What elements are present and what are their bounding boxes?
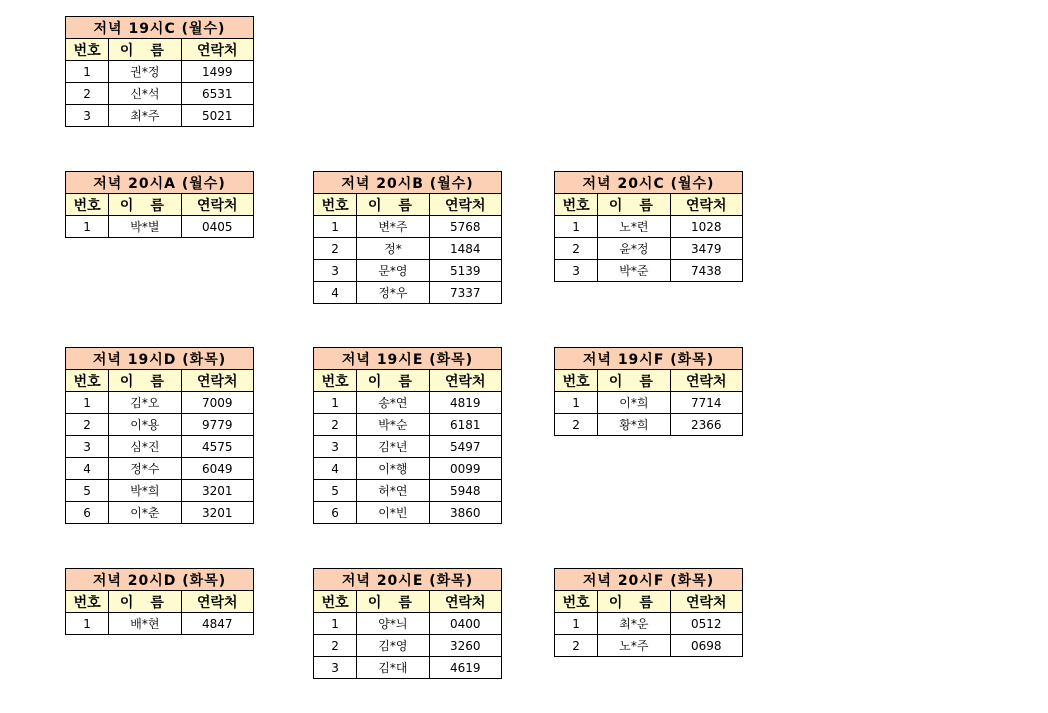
cell-contact: 5021 [181,105,253,127]
table-row [314,282,502,304]
class-table [554,568,743,657]
cell-name: 박*희 [109,480,181,502]
class-table [65,171,254,238]
cell-num: 3 [555,260,598,282]
cell-num: 1 [66,61,109,83]
header-num: 번호 [314,194,357,216]
cell-contact: 3860 [429,502,501,524]
header-name: 이 름 [598,591,670,613]
header-name: 이 름 [109,370,181,392]
cell-num: 1 [314,392,357,414]
cell-name: 박*순 [357,414,429,436]
table-row [66,83,254,105]
table-title: 저녁 20시C (월수) [555,172,743,194]
cell-name: 정*우 [357,282,429,304]
table-title: 저녁 19시C (월수) [66,17,254,39]
cell-contact: 4847 [181,613,253,635]
table-row [66,480,254,502]
cell-num: 1 [66,216,109,238]
cell-num: 1 [66,613,109,635]
cell-name: 정* [357,238,429,260]
header-contact: 연락처 [429,370,501,392]
cell-contact: 5948 [429,480,501,502]
cell-num: 1 [555,216,598,238]
table-row [66,392,254,414]
table-row [314,414,502,436]
header-name: 이 름 [109,194,181,216]
table-row [66,436,254,458]
cell-name: 배*현 [109,613,181,635]
header-num: 번호 [66,194,109,216]
cell-contact: 4819 [429,392,501,414]
cell-num: 5 [66,480,109,502]
class-table [65,568,254,635]
header-num: 번호 [555,591,598,613]
cell-name: 노*련 [598,216,670,238]
header-contact: 연락처 [670,370,742,392]
table-title: 저녁 20시A (월수) [66,172,254,194]
table-row [314,238,502,260]
cell-name: 송*연 [357,392,429,414]
header-contact: 연락처 [181,370,253,392]
class-table [313,568,502,679]
header-num: 번호 [555,370,598,392]
cell-name: 김*년 [357,436,429,458]
cell-name: 신*석 [109,83,181,105]
table-title: 저녁 20시B (월수) [314,172,502,194]
table-row [314,480,502,502]
cell-name: 허*연 [357,480,429,502]
table-row [66,613,254,635]
cell-num: 1 [555,613,598,635]
cell-contact: 0512 [670,613,742,635]
header-name: 이 름 [598,370,670,392]
class-table [313,347,502,524]
table-row [66,502,254,524]
cell-contact: 7714 [670,392,742,414]
cell-contact: 5768 [429,216,501,238]
cell-name: 황*희 [598,414,670,436]
cell-num: 3 [66,105,109,127]
cell-name: 심*진 [109,436,181,458]
class-table [554,347,743,436]
table-row [66,414,254,436]
cell-name: 이*빈 [357,502,429,524]
header-name: 이 름 [357,370,429,392]
table-row [555,260,743,282]
header-contact: 연락처 [181,591,253,613]
table-title: 저녁 19시F (화목) [555,348,743,370]
cell-name: 김*오 [109,392,181,414]
header-contact: 연락처 [181,39,253,61]
cell-name: 정*수 [109,458,181,480]
cell-contact: 9779 [181,414,253,436]
table-row [555,635,743,657]
header-num: 번호 [314,370,357,392]
cell-contact: 1499 [181,61,253,83]
cell-contact: 1028 [670,216,742,238]
cell-num: 2 [314,414,357,436]
cell-num: 2 [555,238,598,260]
header-contact: 연락처 [181,194,253,216]
cell-num: 2 [314,238,357,260]
cell-contact: 6181 [429,414,501,436]
class-table [65,16,254,127]
cell-contact: 5497 [429,436,501,458]
cell-contact: 2366 [670,414,742,436]
cell-contact: 7438 [670,260,742,282]
table-row [314,635,502,657]
header-num: 번호 [66,39,109,61]
table-row [314,657,502,679]
table-row [66,105,254,127]
cell-num: 2 [66,83,109,105]
cell-name: 윤*정 [598,238,670,260]
header-name: 이 름 [109,39,181,61]
cell-contact: 0698 [670,635,742,657]
table-row [314,458,502,480]
cell-contact: 4575 [181,436,253,458]
table-title: 저녁 19시E (화목) [314,348,502,370]
cell-name: 양*늬 [357,613,429,635]
table-row [314,436,502,458]
cell-name: 박*준 [598,260,670,282]
header-contact: 연락처 [670,194,742,216]
table-row [314,502,502,524]
table-row [66,458,254,480]
cell-num: 4 [314,458,357,480]
table-row [555,238,743,260]
cell-contact: 5139 [429,260,501,282]
header-name: 이 름 [598,194,670,216]
cell-name: 문*영 [357,260,429,282]
table-row [314,260,502,282]
table-title: 저녁 19시D (화목) [66,348,254,370]
cell-num: 2 [314,635,357,657]
cell-contact: 3201 [181,502,253,524]
cell-num: 6 [66,502,109,524]
header-name: 이 름 [109,591,181,613]
cell-num: 1 [314,613,357,635]
cell-contact: 1484 [429,238,501,260]
table-title: 저녁 20시E (화목) [314,569,502,591]
header-name: 이 름 [357,194,429,216]
cell-contact: 0099 [429,458,501,480]
cell-num: 2 [555,635,598,657]
table-row [314,216,502,238]
cell-contact: 6049 [181,458,253,480]
header-num: 번호 [555,194,598,216]
cell-name: 김*영 [357,635,429,657]
table-row [66,61,254,83]
cell-num: 3 [314,260,357,282]
cell-num: 1 [66,392,109,414]
table-title: 저녁 20시D (화목) [66,569,254,591]
cell-num: 1 [314,216,357,238]
cell-contact: 7337 [429,282,501,304]
cell-num: 3 [314,436,357,458]
cell-num: 1 [555,392,598,414]
table-row [555,216,743,238]
cell-contact: 4619 [429,657,501,679]
cell-num: 6 [314,502,357,524]
header-num: 번호 [66,591,109,613]
header-contact: 연락처 [429,591,501,613]
header-name: 이 름 [357,591,429,613]
cell-num: 3 [314,657,357,679]
header-num: 번호 [66,370,109,392]
cell-name: 이*용 [109,414,181,436]
cell-num: 3 [66,436,109,458]
cell-contact: 0400 [429,613,501,635]
header-contact: 연락처 [670,591,742,613]
table-row [314,392,502,414]
cell-num: 4 [66,458,109,480]
cell-num: 4 [314,282,357,304]
cell-num: 2 [66,414,109,436]
cell-name: 최*운 [598,613,670,635]
cell-contact: 3201 [181,480,253,502]
cell-contact: 6531 [181,83,253,105]
table-title: 저녁 20시F (화목) [555,569,743,591]
cell-name: 권*정 [109,61,181,83]
cell-contact: 3260 [429,635,501,657]
cell-name: 변*주 [357,216,429,238]
cell-name: 박*별 [109,216,181,238]
table-row [555,414,743,436]
cell-num: 5 [314,480,357,502]
cell-name: 이*춘 [109,502,181,524]
class-table [554,171,743,282]
table-row [66,216,254,238]
table-row [555,613,743,635]
cell-name: 최*주 [109,105,181,127]
header-contact: 연락처 [429,194,501,216]
class-table [313,171,502,304]
header-num: 번호 [314,591,357,613]
cell-num: 2 [555,414,598,436]
table-row [555,392,743,414]
cell-name: 이*희 [598,392,670,414]
cell-name: 노*주 [598,635,670,657]
cell-contact: 0405 [181,216,253,238]
cell-name: 이*행 [357,458,429,480]
table-row [314,613,502,635]
cell-name: 김*대 [357,657,429,679]
cell-contact: 3479 [670,238,742,260]
cell-contact: 7009 [181,392,253,414]
class-table [65,347,254,524]
